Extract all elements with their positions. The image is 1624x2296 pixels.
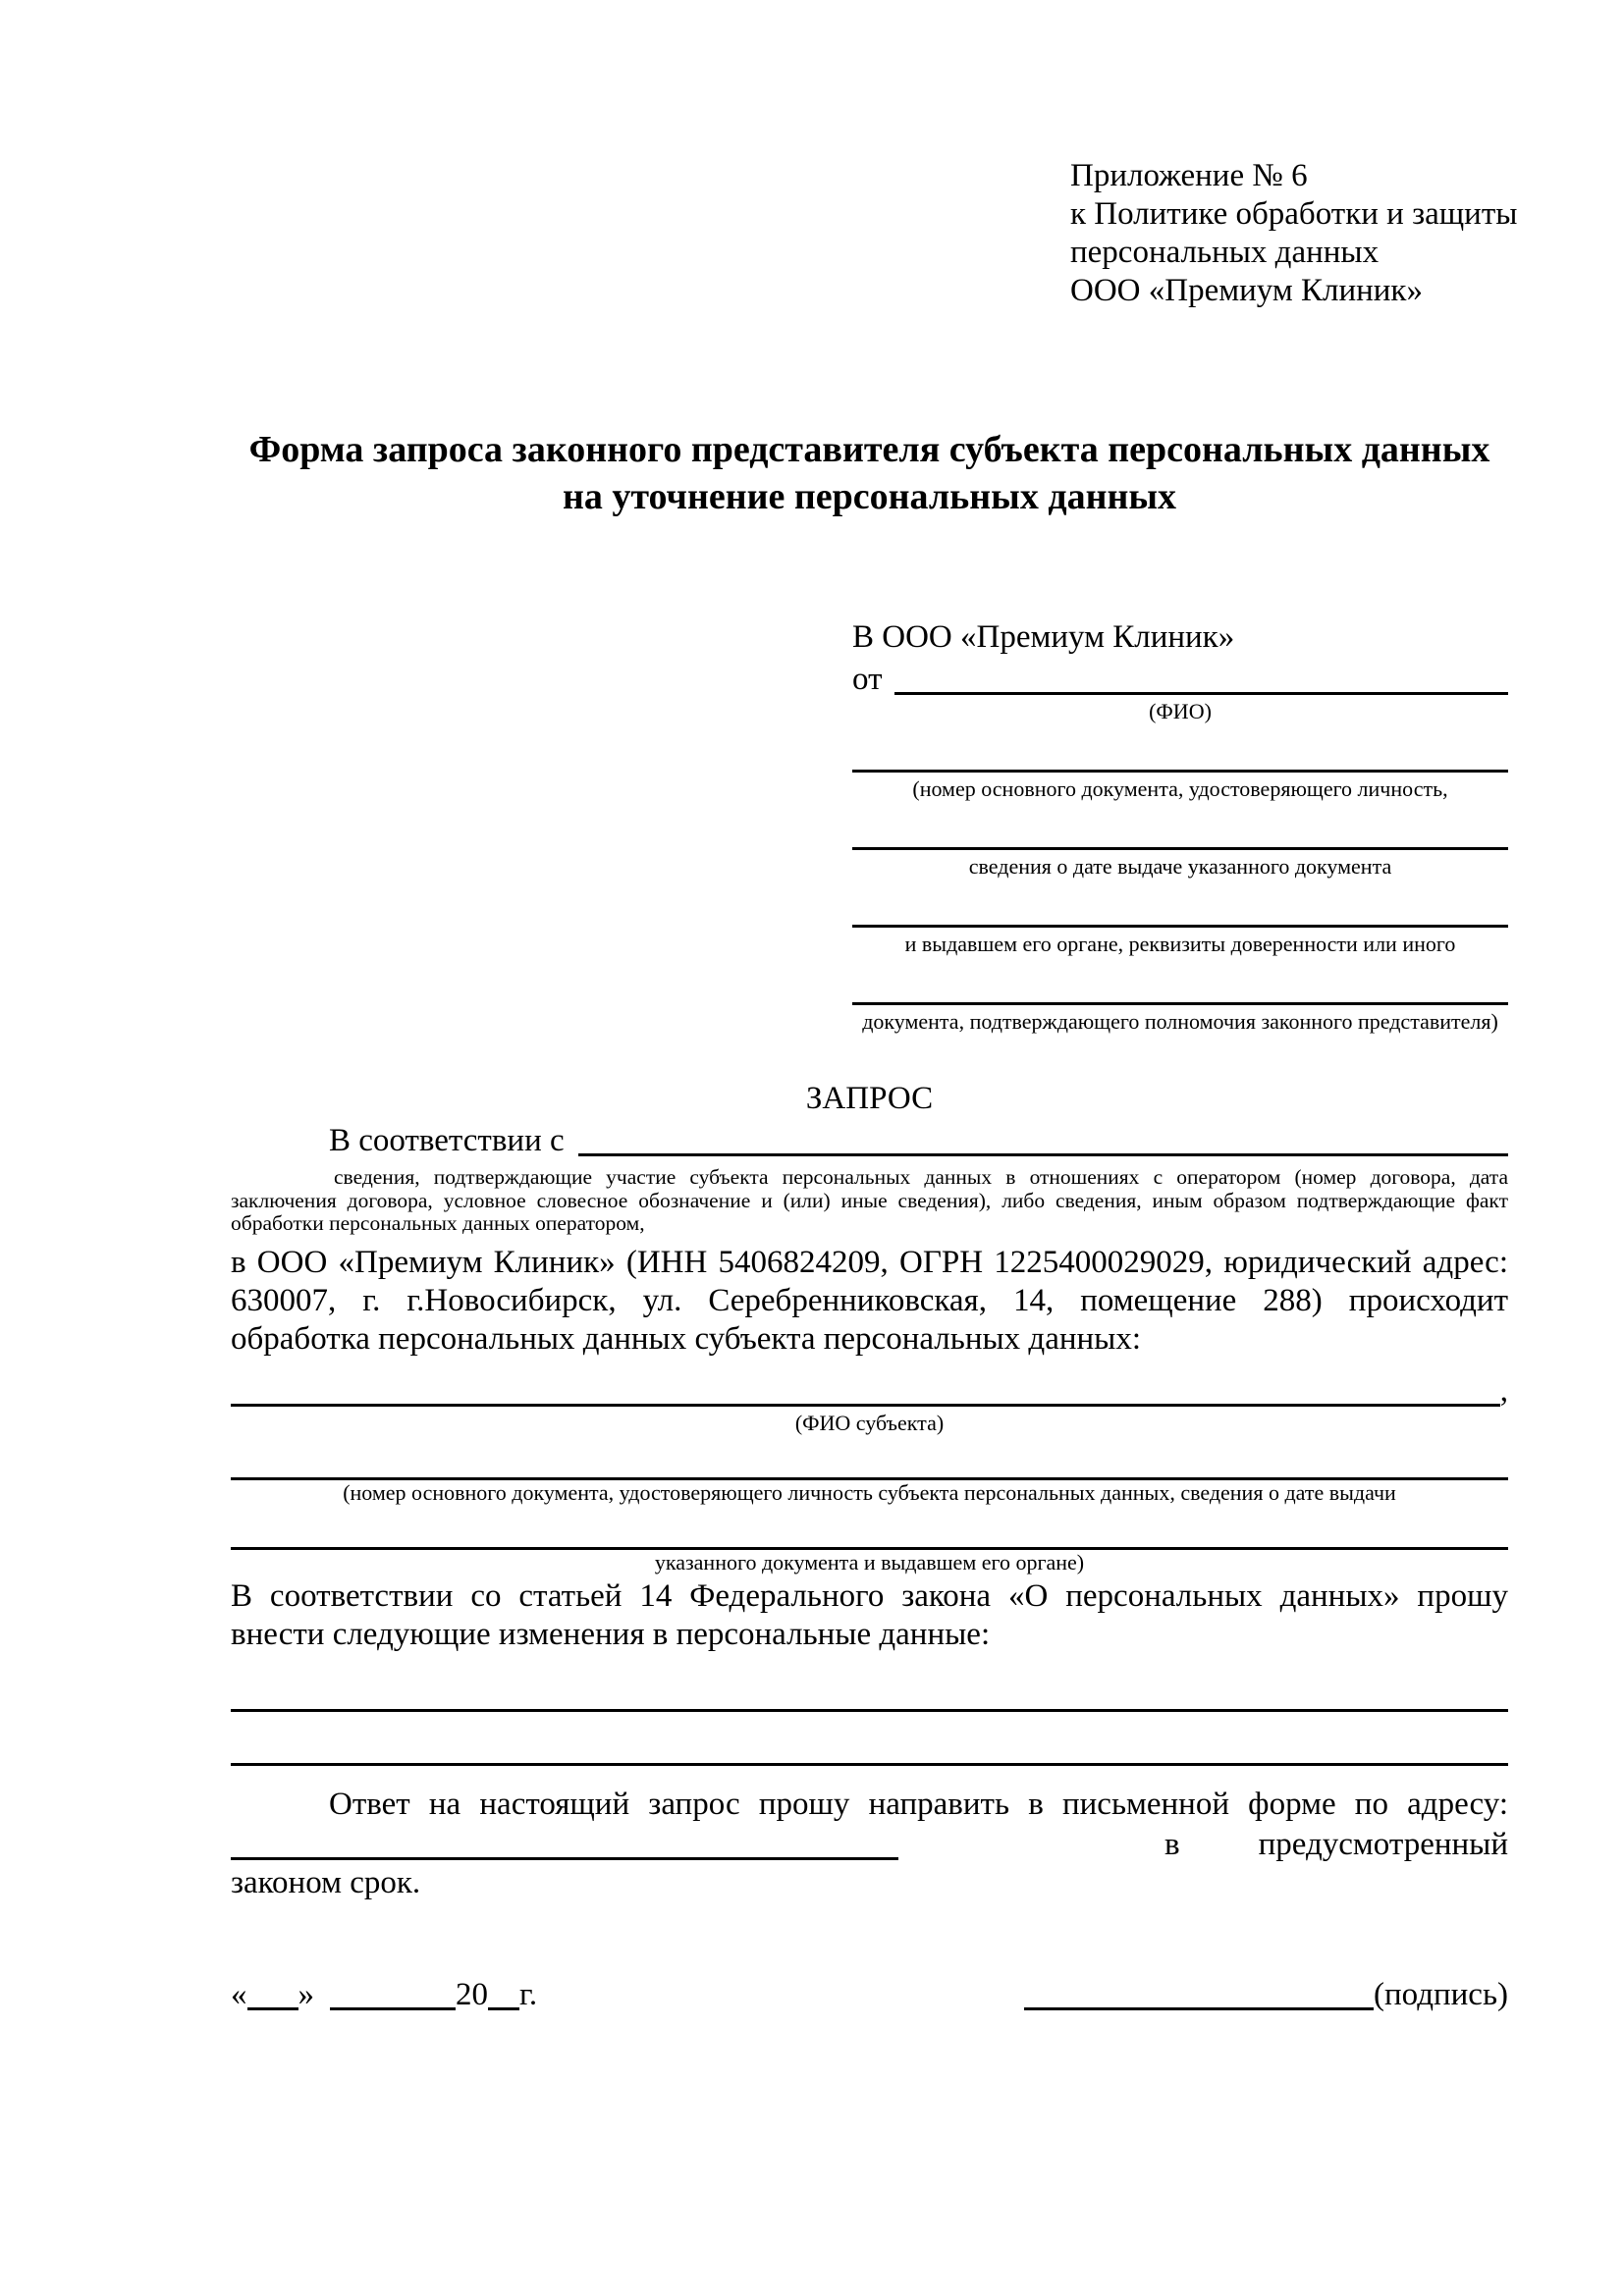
addressee-block [852,618,1508,1035]
field-caption: сведения о дате выдаче указанного документа [968,854,1392,879]
appendix-line: Приложение № 6 [1070,158,1308,193]
answer-word-v: в [1164,1826,1180,1862]
accordance-field-row [231,1122,1508,1160]
operator-paragraph: в ООО «Премиум Клиник» (ИНН 5406824209, ОГРН 1225400029029, юридический адрес: 630007, г. г.Новосибирск, ул. Серебренниковская, 14, помещение 288) происходит обработка персональных данных субъекта персональных данных: [231,1244,1508,1357]
subject-fio-blank-line [231,1404,1500,1407]
date-month-blank [330,2007,456,2010]
accordance-label: В соответствии с [329,1123,565,1158]
appendix-line: ООО «Премиум Клиник» [1070,273,1423,308]
answer-paragraph-line1: Ответ на настоящий запрос прошу направить в письменной форме по адресу: [329,1786,1508,1822]
document-title-line1: Форма запроса законного представителя субъекта персональных данных [248,429,1490,470]
field-caption: документа, подтверждающего полномочия законного представителя) [862,1009,1498,1034]
request-heading: ЗАПРОС [805,1081,934,1116]
blank-line [852,925,1508,928]
blank-line [852,847,1508,850]
from-label: от [852,662,883,697]
blank-line [852,1002,1508,1005]
date-year-blank [488,2007,519,2010]
document-title-line2: на уточнение персональных данных [562,476,1177,517]
from-field-row [852,661,1508,699]
law-paragraph: В соответствии со статьей 14 Федерального закона «О персональных данных» прошу внести следующие изменения в персональные данные: [231,1577,1508,1652]
accordance-note: сведения, подтверждающие участие субъекта персональных данных в отношениях с оператором (номер договора, дата заключения договора, условное словесное обозначение и (или) иные сведения), либо сведения, иным образом подтверждающие факт обработки персональных данных оператором, [231,1165,1508,1235]
subject-doc-caption-line2: указанного документа и выдавшем его органе) [654,1549,1085,1575]
subject-trailing-comma: , [1499,1372,1508,1409]
answer-address-field-row [231,1826,1508,1864]
representative-doc-field [852,847,1508,880]
signature-caption: (подпись) [1374,1976,1508,2012]
answer-paragraph-line3: законом срок. [231,1864,421,1900]
blank-line [852,770,1508,773]
representative-doc-field [852,770,1508,802]
date-signature-row [231,1976,1508,2014]
fio-caption: (ФИО) [1149,699,1212,723]
changes-blank-line [231,1763,1508,1766]
from-blank-line [894,692,1509,695]
field-caption: (номер основного документа, удостоверяющего личность, [912,776,1448,801]
subject-doc-field [231,1477,1508,1506]
date-quote-close: » [298,1976,314,2012]
subject-doc-field [231,1547,1508,1575]
subject-fio-field-row [231,1372,1508,1411]
answer-word-predusmotrenny: предусмотренный [1258,1826,1508,1862]
date-day-blank [247,2007,298,2010]
appendix-line: к Политике обработки и защиты [1070,196,1518,232]
subject-fio-caption: (ФИО субъекта) [794,1410,945,1435]
address-blank-line [231,1857,898,1860]
signature-field [1024,1976,1508,2014]
date-year-suffix: г. [519,1976,538,2012]
date-quote-open: « [231,1976,247,2012]
accordance-blank-line [578,1153,1508,1156]
changes-blank-line [231,1709,1508,1712]
representative-doc-field [852,1002,1508,1035]
addressee-organization: В ООО «Премиум Клиник» [852,619,1235,655]
appendix-reference-block [1070,157,1518,310]
date-year-prefix: 20 [456,1976,488,2012]
appendix-line: персональных данных [1070,235,1380,270]
document-title [231,426,1508,520]
field-caption: и выдавшем его органе, реквизиты доверенности или иного [904,932,1456,956]
subject-doc-caption-line1: (номер основного документа, удостоверяющего личность субъекта персональных данных, сведения о дате выдачи [343,1479,1396,1505]
date-field [231,1976,537,2014]
representative-doc-field [852,925,1508,957]
signature-blank-line [1024,2007,1374,2010]
